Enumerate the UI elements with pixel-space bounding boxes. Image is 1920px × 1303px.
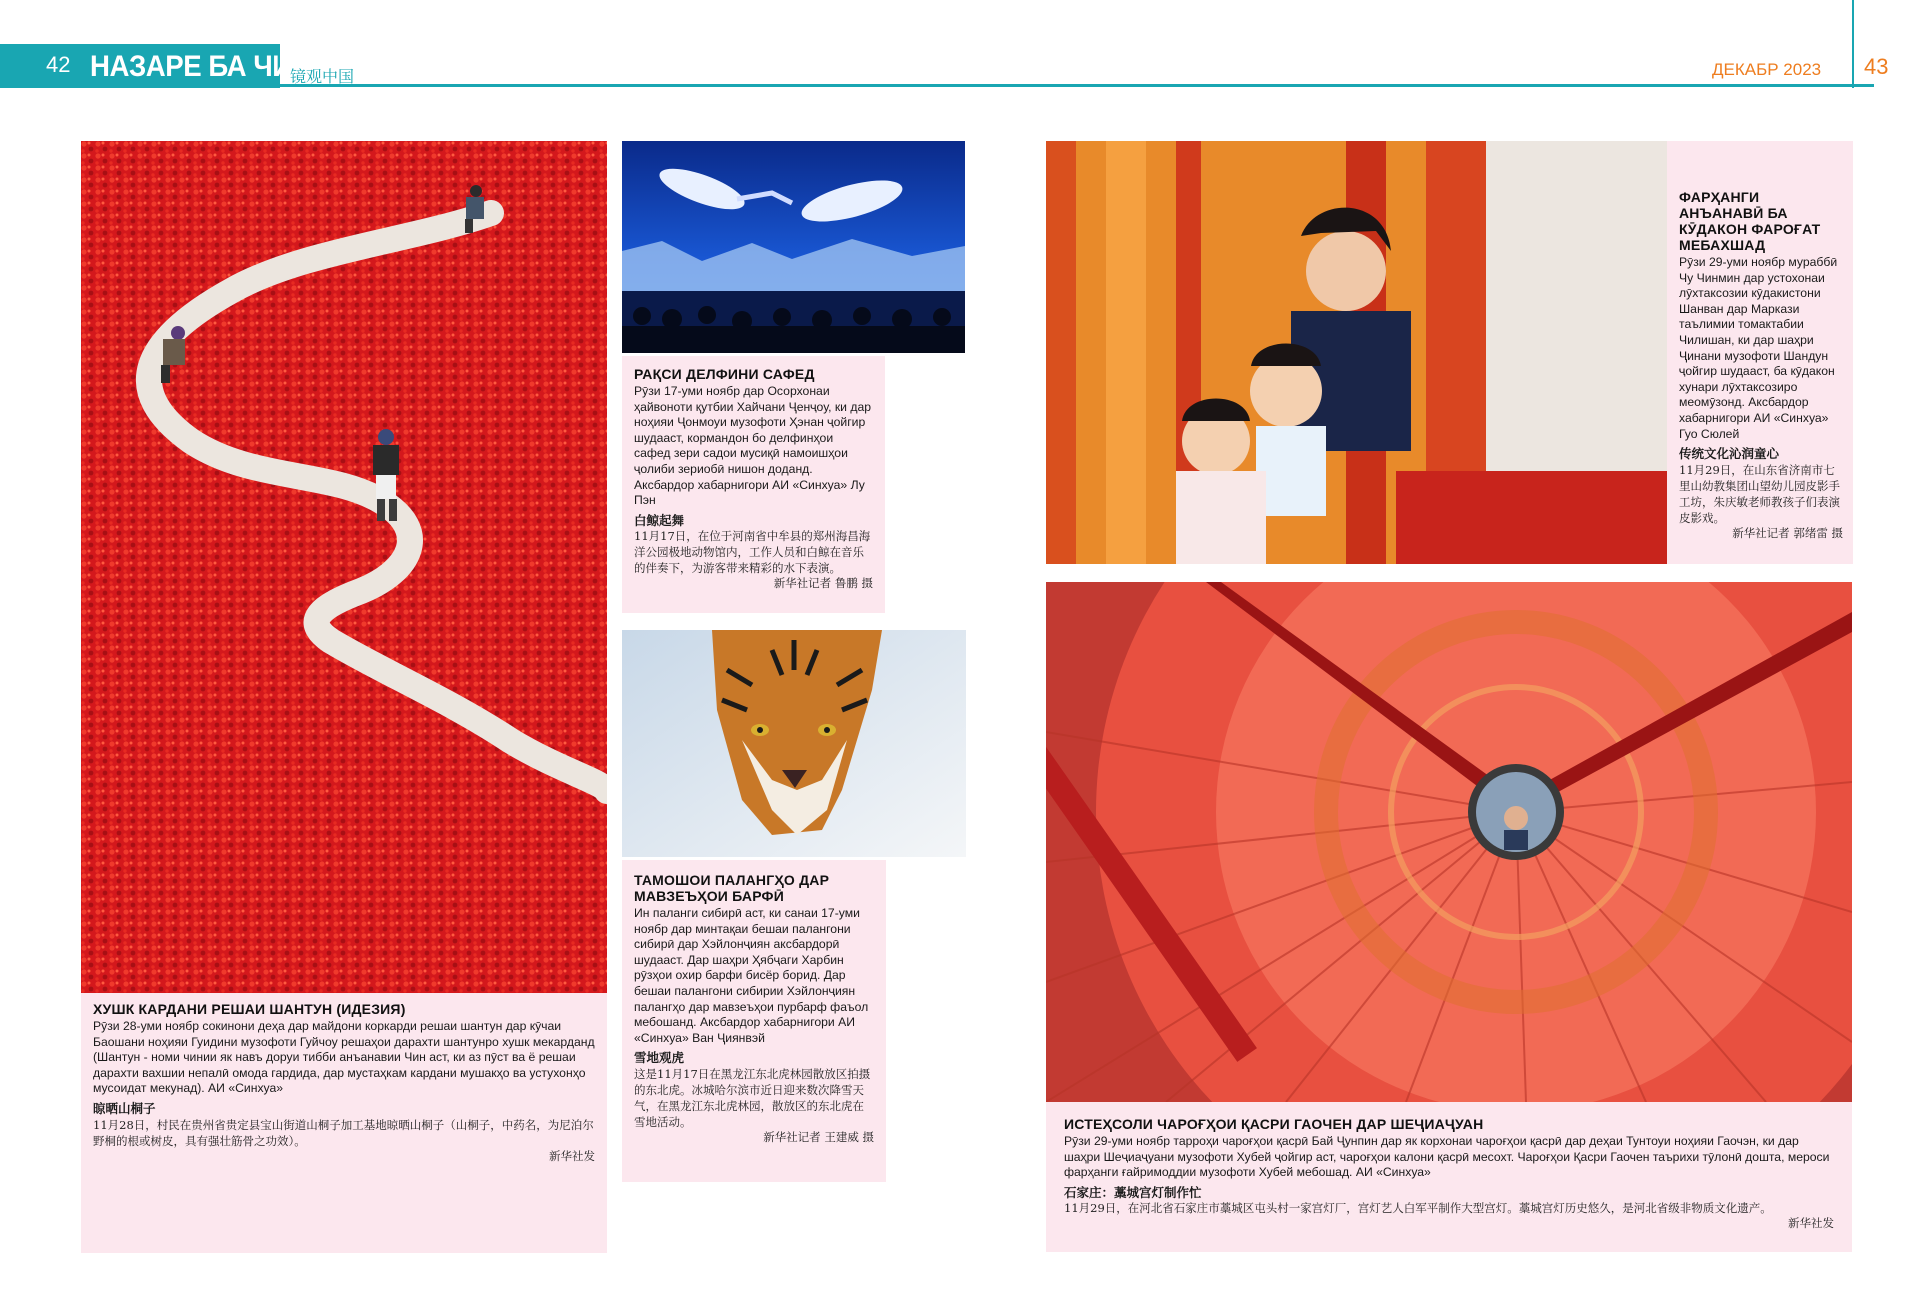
chili-field-illustration bbox=[81, 141, 607, 993]
tiger-title: ТАМОШОИ ПАЛАНГҲО ДАР МАВЗЕЪҲОИ БАРФӢ bbox=[634, 872, 830, 904]
tiger-photo bbox=[622, 630, 966, 857]
dolphin-zh-title: 白鲸起舞 bbox=[634, 512, 685, 528]
dolphin-title: РАҚСИ ДЕЛФИНИ САФЕД bbox=[634, 366, 815, 382]
lantern-body: Рӯзи 29-уми ноябр тарроҳи чароғҳои қасрӣ Бай Ҷунпин дар як корхонаи чароғҳои қасрӣ дар деҳаи Тунтоуи ноҳияи Гаочэн, ки дар шаҳри Шеҷиаҷуани музофоти Хубей ҷойгир аст, чароғҳои калони қасрӣ месохт. Чароғҳои Қасри Гаочен таърихи тӯлонӣ дошта, мероси фарҳанги ғайримоддии музофоти Хубей мебошад. АИ «Синхуа» bbox=[1064, 1134, 1830, 1180]
tiger-caption bbox=[622, 860, 886, 1182]
issue-month: ДЕКАБР 2023 bbox=[1712, 60, 1822, 79]
chili-credit: 新华社发 bbox=[549, 1148, 595, 1163]
lantern-zh-body: 11月29日，在河北省石家庄市藁城区屯头村一家宫灯厂，宫灯艺人白军平制作大型宫灯。藁城宫灯历史悠久，是河北省级非物质文化遗产。 bbox=[1064, 1201, 1772, 1216]
lantern-zh-title: 石家庄：藁城宫灯制作忙 bbox=[1064, 1184, 1202, 1200]
chili-zh-title: 晾晒山桐子 bbox=[93, 1100, 156, 1116]
lantern-credit: 新华社发 bbox=[1788, 1216, 1834, 1231]
lantern-photo bbox=[1046, 582, 1852, 1102]
tiger-illustration bbox=[622, 630, 966, 857]
tiger-zh-body: 这是11月17日在黑龙江东北虎林园散放区拍摄的东北虎。冰城哈尔滨市近日迎来数次降雪天气，在黑龙江东北虎林园，散放区的东北虎在雪地活动。 bbox=[634, 1066, 871, 1129]
puppet-body: Рӯзи 29-уми ноябр мураббӣ Чу Чинмин дар устохонаи лӯхтаксозии кӯдакистони Шанван дар Маркази таълимии томактабии Чилишан, ки дар шаҳри Ҷинани музофоти Шандун ҷойгир шудааст, ба кӯдакон хунари лӯхтаксозиро меомӯзонд. Аксбардор хабарнигори АИ «Синхуа» Гуо Сюлей bbox=[1679, 255, 1838, 441]
dolphin-photo bbox=[622, 141, 965, 353]
dolphin-show-illustration bbox=[622, 141, 965, 353]
puppet-class-illustration bbox=[1046, 141, 1667, 564]
right-page-number: 43 bbox=[1864, 54, 1889, 79]
header-rule bbox=[280, 84, 1874, 87]
chili-body: Рӯзи 28-уми ноябр сокинони деҳа дар майдони коркарди решаи шантун дар кӯчаи Баошани ноҳияи Гуидини музофоти Гуйчоу решаҳои дарахти шантунро хушк мекарданд (Шантун - номи чинии як навъ доруи тибби анъанавии Чин аст, ки аз пӯст ва ё решаи дарахти вахшии непалӣ омода гардида, дар мустаҳкам кардани мушакҳо ва устухонҳо мусоидат мекунад). АИ «Синхуа» bbox=[93, 1019, 595, 1096]
lantern-title: ИСТЕҲСОЛИ ЧАРОҒҲОИ ҚАСРИ ГАОЧЕН ДАР ШЕҶИАҶУАН bbox=[1064, 1116, 1484, 1132]
lantern-illustration bbox=[1046, 582, 1852, 1102]
dolphin-caption bbox=[622, 356, 885, 613]
header-right-divider bbox=[1852, 0, 1854, 88]
dolphin-body: Рӯзи 17-уми ноябр дар Осорхонаи ҳайвоноти қутбии Хайчани Ҷенҷоу, ки дар ноҳияи Ҷонмоуи музофоти Ҳэнан ҷойгир шудааст, кормандон бо делфинҳои сафед зери садои мусиқӣ намоишҳои ҷолиби зериобӣ нишон доданд. Аксбардор хабарнигори АИ «Синхуа» Лу Пэн bbox=[634, 384, 872, 508]
puppet-caption bbox=[1667, 141, 1853, 564]
chili-photo bbox=[81, 141, 607, 993]
dolphin-zh-body: 11月17日，在位于河南省中牟县的郑州海昌海洋公园极地动物馆内，工作人员和白鲸在音乐的伴奏下，为游客带来精彩的水下表演。 bbox=[634, 529, 871, 576]
left-page-number: 42 bbox=[46, 52, 71, 77]
section-title: НАЗАРЕ БА ЧИН bbox=[90, 50, 312, 83]
puppet-credit: 新华社记者 郭绪雷 摄 bbox=[1732, 525, 1843, 540]
tiger-credit: 新华社记者 王建威 摄 bbox=[763, 1129, 874, 1144]
chili-caption bbox=[81, 993, 607, 1253]
puppet-title: ФАРҲАНГИ АНЪАНАВӢ БА КӮДАКОН ФАРОҒАТ МЕБАХШАД bbox=[1679, 189, 1821, 253]
puppet-photo bbox=[1046, 141, 1667, 564]
dolphin-credit: 新华社记者 鲁鹏 摄 bbox=[773, 576, 873, 591]
chili-title: ХУШК КАРДАНИ РЕШАИ ШАНТУН (ИДЕЗИЯ) bbox=[93, 1001, 406, 1017]
tiger-body: Ин паланги сибирӣ аст, ки санаи 17-уми ноябр дар минтақаи бешаи палангони сибирӣ дар Хэйлонҷиян аксбардорӣ шудааст. Дар шаҳри Ҳябҷаги Харбин рӯзҳои охир барфи бисёр борид. Дар бешаи палангони сибирии Хэйлонҷиян палангҳо дар мавзеъҳои пурбарф фаъол мебошанд. Аксбардор хабарнигори АИ «Синхуа» Ван Ҷиянвэй bbox=[634, 906, 869, 1045]
section-subtitle: 镜观中国 bbox=[290, 67, 355, 86]
chili-zh-body: 11月28日，村民在贵州省贵定县宝山街道山桐子加工基地晾晒山桐子（山桐子，中药名，为尼泊尔野桐的根或树皮，具有强壮筋骨之功效）。 bbox=[93, 1117, 594, 1148]
puppet-zh-title: 传统文化沁润童心 bbox=[1679, 446, 1780, 462]
lantern-caption bbox=[1046, 1102, 1852, 1252]
puppet-zh-body: 11月29日，在山东省济南市七里山幼教集团山望幼儿园皮影手工坊，朱庆敏老师教孩子们表演皮影戏。 bbox=[1679, 462, 1840, 525]
tiger-zh-title: 雪地观虎 bbox=[634, 1050, 685, 1066]
